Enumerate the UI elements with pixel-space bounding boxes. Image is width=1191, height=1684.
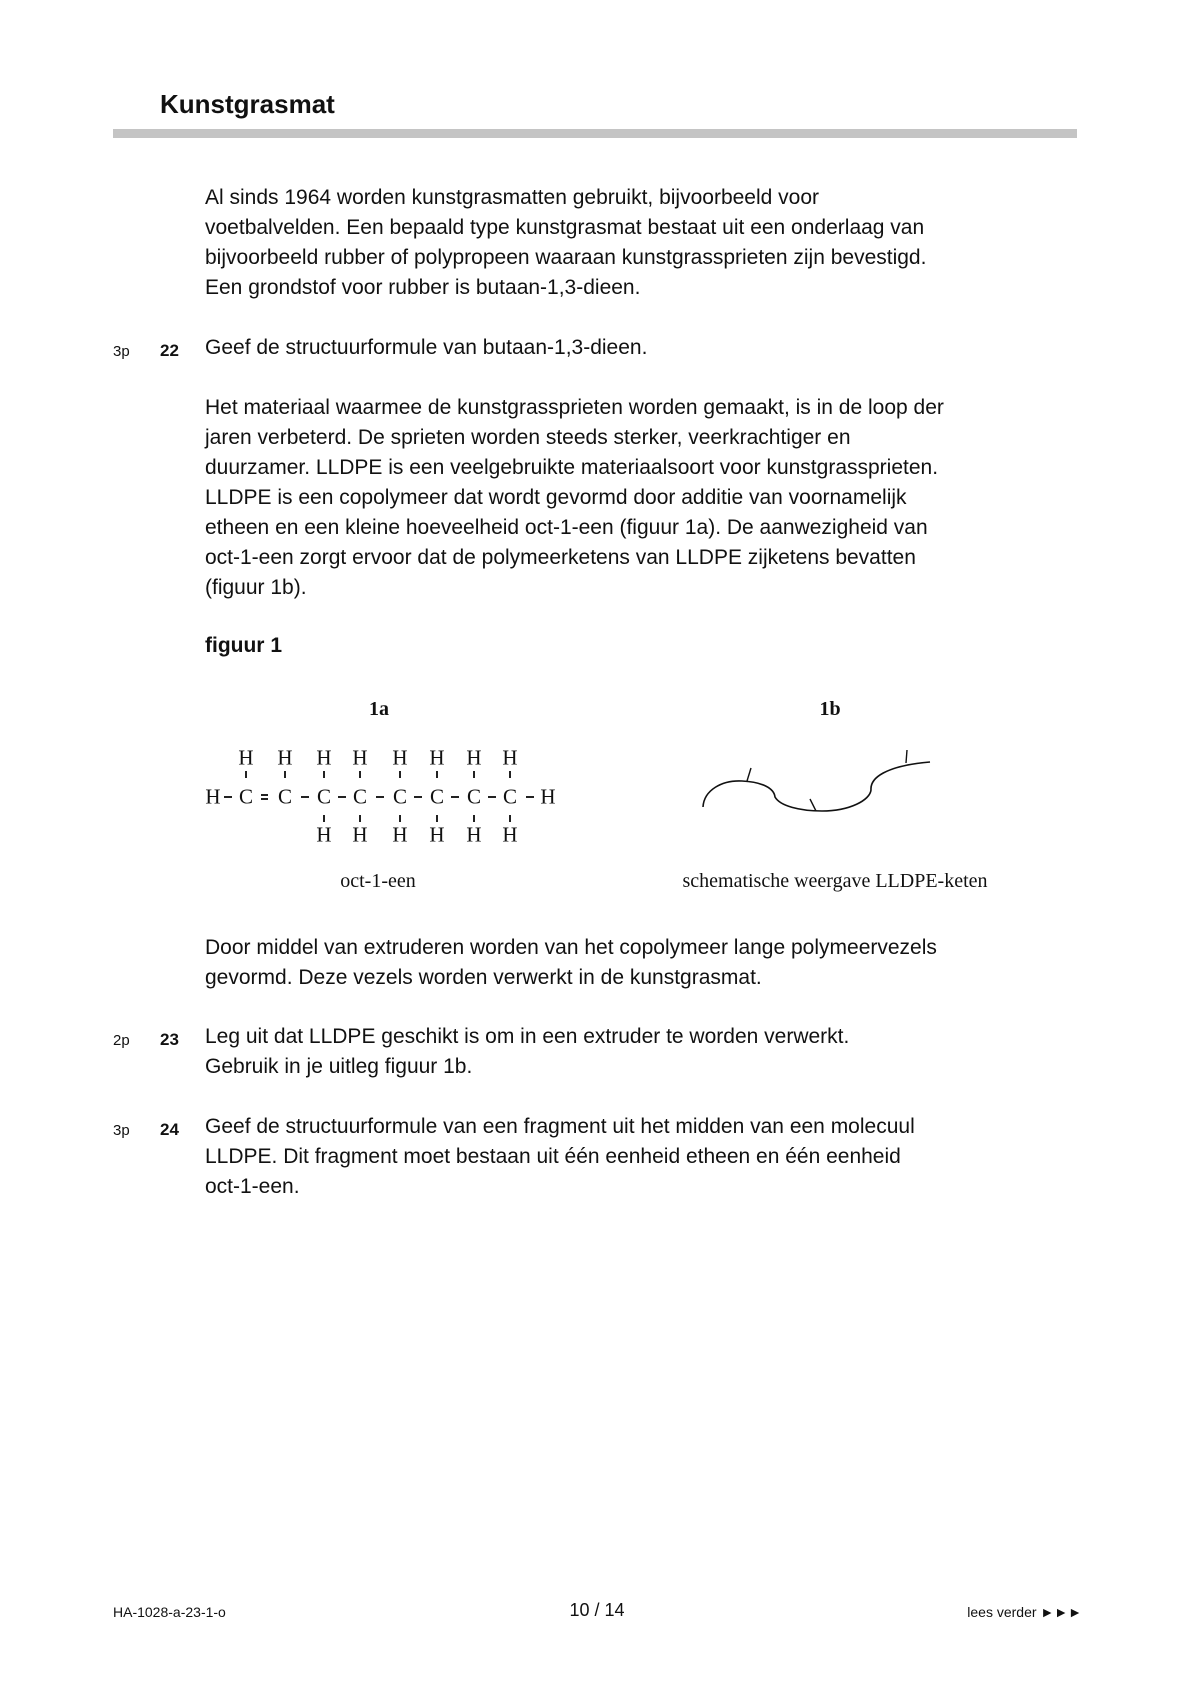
carbon-atom: C bbox=[392, 784, 408, 809]
figure-1b-caption: schematische weergave LLDPE-keten bbox=[682, 870, 988, 892]
single-bond bbox=[473, 771, 475, 778]
single-bond bbox=[526, 796, 534, 798]
single-bond bbox=[399, 815, 401, 822]
single-bond bbox=[224, 796, 232, 798]
question-number: 22 bbox=[160, 341, 179, 360]
intro-line: bijvoorbeeld rubber of polypropeen waaraan kunstgrassprieten zijn bevestigd. bbox=[205, 246, 927, 269]
paragraph-line: etheen en een kleine hoeveelheid oct-1-een (figuur 1a). De aanwezigheid van bbox=[205, 516, 928, 539]
paragraph-line: duurzamer. LLDPE is een veelgebruikte materiaalsoort voor kunstgrassprieten. bbox=[205, 456, 939, 479]
single-bond bbox=[359, 815, 361, 822]
question-text bbox=[205, 333, 1085, 363]
single-bond bbox=[451, 796, 459, 798]
figure-1b-label: 1b bbox=[819, 698, 841, 720]
single-bond bbox=[436, 815, 438, 822]
intro-line: voetbalvelden. Een bepaald type kunstgrasmat bestaat uit een onderlaag van bbox=[205, 216, 925, 239]
question-points: 3p bbox=[113, 343, 130, 360]
hydrogen-atom: H bbox=[429, 822, 445, 847]
question-text bbox=[205, 1022, 1085, 1082]
question-line: LLDPE. Dit fragment moet bestaan uit één eenheid etheen en één eenheid bbox=[205, 1145, 901, 1168]
hydrogen-atom: H bbox=[392, 822, 408, 847]
hydrogen-atom: H bbox=[316, 822, 332, 847]
intro-line: Al sinds 1964 worden kunstgrasmatten gebruikt, bijvoorbeeld voor bbox=[205, 186, 820, 209]
materials-paragraph bbox=[205, 393, 1085, 603]
hydrogen-atom: H bbox=[540, 784, 556, 809]
single-bond bbox=[414, 796, 422, 798]
paragraph-line: oct-1-een zorgt ervoor dat de polymeerketens van LLDPE zijketens bevatten bbox=[205, 546, 916, 569]
question-text bbox=[205, 1112, 1085, 1202]
single-bond bbox=[301, 796, 309, 798]
single-bond bbox=[245, 771, 247, 778]
lldpe-chain-diagram bbox=[690, 740, 950, 825]
single-bond bbox=[323, 771, 325, 778]
carbon-atom: C bbox=[352, 784, 368, 809]
single-bond bbox=[509, 771, 511, 778]
question-line: oct-1-een. bbox=[205, 1175, 300, 1198]
carbon-atom: C bbox=[316, 784, 332, 809]
single-bond bbox=[359, 771, 361, 778]
single-bond bbox=[436, 771, 438, 778]
hydrogen-atom: H bbox=[466, 745, 482, 770]
paragraph-line: (figuur 1b). bbox=[205, 576, 307, 599]
page-number: 10 / 14 bbox=[569, 1600, 625, 1620]
paragraph-line: LLDPE is een copolymeer dat wordt gevormd door additie van voornamelijk bbox=[205, 486, 907, 509]
hydrogen-atom: H bbox=[466, 822, 482, 847]
hydrogen-atom: H bbox=[205, 784, 221, 809]
title-divider bbox=[113, 129, 1077, 138]
question-number: 24 bbox=[160, 1120, 179, 1139]
exam-code: HA-1028-a-23-1-o bbox=[113, 1604, 226, 1620]
intro-line: Een grondstof voor rubber is butaan-1,3-dieen. bbox=[205, 276, 641, 299]
carbon-atom: C bbox=[238, 784, 254, 809]
extrusion-paragraph bbox=[205, 933, 1085, 993]
figure-1a-label: 1a bbox=[369, 698, 389, 720]
question-line: Leg uit dat LLDPE geschikt is om in een extruder te worden verwerkt. bbox=[205, 1025, 850, 1048]
question-points: 3p bbox=[113, 1122, 130, 1139]
single-bond bbox=[323, 815, 325, 822]
single-bond bbox=[473, 815, 475, 822]
carbon-atom: C bbox=[502, 784, 518, 809]
question-number: 23 bbox=[160, 1030, 179, 1049]
figure-1a-caption: oct-1-een bbox=[340, 870, 416, 892]
single-bond bbox=[488, 796, 496, 798]
question-line: Gebruik in je uitleg figuur 1b. bbox=[205, 1055, 473, 1078]
double-bond bbox=[261, 798, 268, 800]
double-bond bbox=[261, 794, 268, 796]
hydrogen-atom: H bbox=[392, 745, 408, 770]
carbon-atom: C bbox=[429, 784, 445, 809]
carbon-atom: C bbox=[466, 784, 482, 809]
hydrogen-atom: H bbox=[502, 745, 518, 770]
hydrogen-atom: H bbox=[238, 745, 254, 770]
hydrogen-atom: H bbox=[502, 822, 518, 847]
paragraph-line: Het materiaal waarmee de kunstgrassprieten worden gemaakt, is in de loop der bbox=[205, 396, 944, 419]
question-line: Geef de structuurformule van een fragment uit het midden van een molecuul bbox=[205, 1115, 915, 1138]
question-line: Geef de structuurformule van butaan-1,3-dieen. bbox=[205, 336, 648, 359]
carbon-atom: C bbox=[277, 784, 293, 809]
figure-title: figuur 1 bbox=[205, 634, 282, 657]
paragraph-line: gevormd. Deze vezels worden verwerkt in de kunstgrasmat. bbox=[205, 966, 762, 989]
hydrogen-atom: H bbox=[352, 745, 368, 770]
hydrogen-atom: H bbox=[429, 745, 445, 770]
single-bond bbox=[284, 771, 286, 778]
single-bond bbox=[399, 771, 401, 778]
paragraph-line: Door middel van extruderen worden van het copolymeer lange polymeervezels bbox=[205, 936, 937, 959]
intro-paragraph bbox=[205, 183, 1085, 303]
single-bond bbox=[509, 815, 511, 822]
hydrogen-atom: H bbox=[277, 745, 293, 770]
paragraph-line: jaren verbeterd. De sprieten worden steeds sterker, veerkrachtiger en bbox=[205, 426, 851, 449]
continue-reading-indicator: lees verder ►►► bbox=[967, 1604, 1082, 1620]
question-points: 2p bbox=[113, 1032, 130, 1049]
page-title: Kunstgrasmat bbox=[160, 89, 335, 119]
hydrogen-atom: H bbox=[316, 745, 332, 770]
hydrogen-atom: H bbox=[352, 822, 368, 847]
single-bond bbox=[376, 796, 384, 798]
single-bond bbox=[338, 796, 346, 798]
